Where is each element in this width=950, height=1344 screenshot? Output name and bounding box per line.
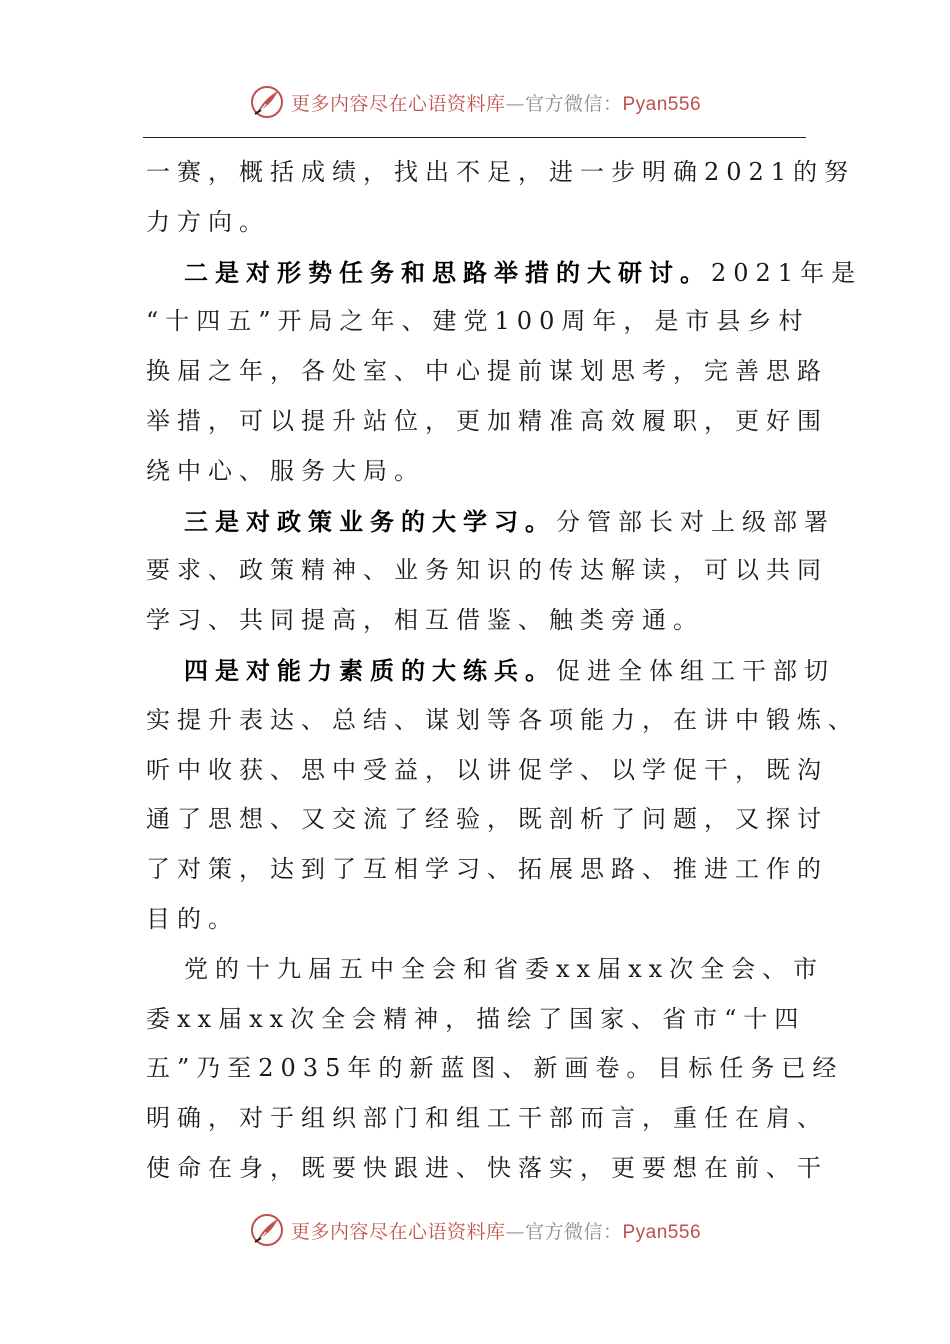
footer-watermark [0,1208,950,1252]
text-line: 绕中心、服务大局。 [146,456,425,485]
paragraph-lead: 三是对政策业务的大学习。 [184,506,556,536]
text-line: 五”乃至2035年的新蓝图、新画卷。目标任务已经 [146,1054,844,1083]
text-line: 四是对能力素质的大练兵。促进全体组工干部切 [184,655,835,685]
text-line: 学习、共同提高，相互借鉴、触类旁通。 [146,606,704,635]
watermark-text: 更多内容尽在心语资料库—官方微信：Pyan556 [290,92,702,115]
text-line: 实提升表达、总结、谋划等各项能力，在讲中锻炼、 [146,705,859,734]
text-line: 举措，可以提升站位，更加精准高效履职，更好围 [146,406,828,435]
text-line: 目的。 [146,904,239,933]
text-line: 换届之年，各处室、中心提前谋划思考，完善思路 [146,357,828,386]
quill-logo-icon [249,1212,285,1248]
document-body [146,148,863,1194]
text-line: 使命在身，既要快跟进、快落实，更要想在前、干 [146,1153,828,1182]
text-line: 明确，对于组织部门和组工干部而言，重任在肩、 [146,1104,828,1133]
text-line: 党的十九届五中全会和省委xx届xx次全会、市 [184,954,825,983]
text-line: 要求、政策精神、业务知识的传达解读，可以共同 [146,556,828,585]
quill-logo-icon [249,84,285,120]
text-line: “十四五”开局之年、建党100周年，是市县乡村 [146,307,810,336]
text-line: 了对策，达到了互相学习、拓展思路、推进工作的 [146,855,828,884]
paragraph-lead: 二是对形势任务和思路举措的大研讨。 [184,257,711,287]
paragraph-lead: 四是对能力素质的大练兵。 [184,655,556,685]
text-line: 二是对形势任务和思路举措的大研讨。2021年是 [184,257,863,287]
watermark-text: 更多内容尽在心语资料库—官方微信：Pyan556 [290,1220,702,1243]
text-line: 一赛，概括成绩，找出不足，进一步明确2021的努 [146,158,856,186]
header-watermark [0,80,950,124]
text-line: 力方向。 [146,207,270,236]
text-line: 听中收获、思中受益，以讲促学、以学促干，既沟 [146,755,828,784]
text-line: 三是对政策业务的大学习。分管部长对上级部署 [184,506,835,536]
text-line: 通了思想、又交流了经验，既剖析了问题，又探讨 [146,805,828,834]
text-line: 委xx届xx次全会精神，描绘了国家、省市“十四 [146,1004,806,1033]
header-divider [143,137,806,138]
